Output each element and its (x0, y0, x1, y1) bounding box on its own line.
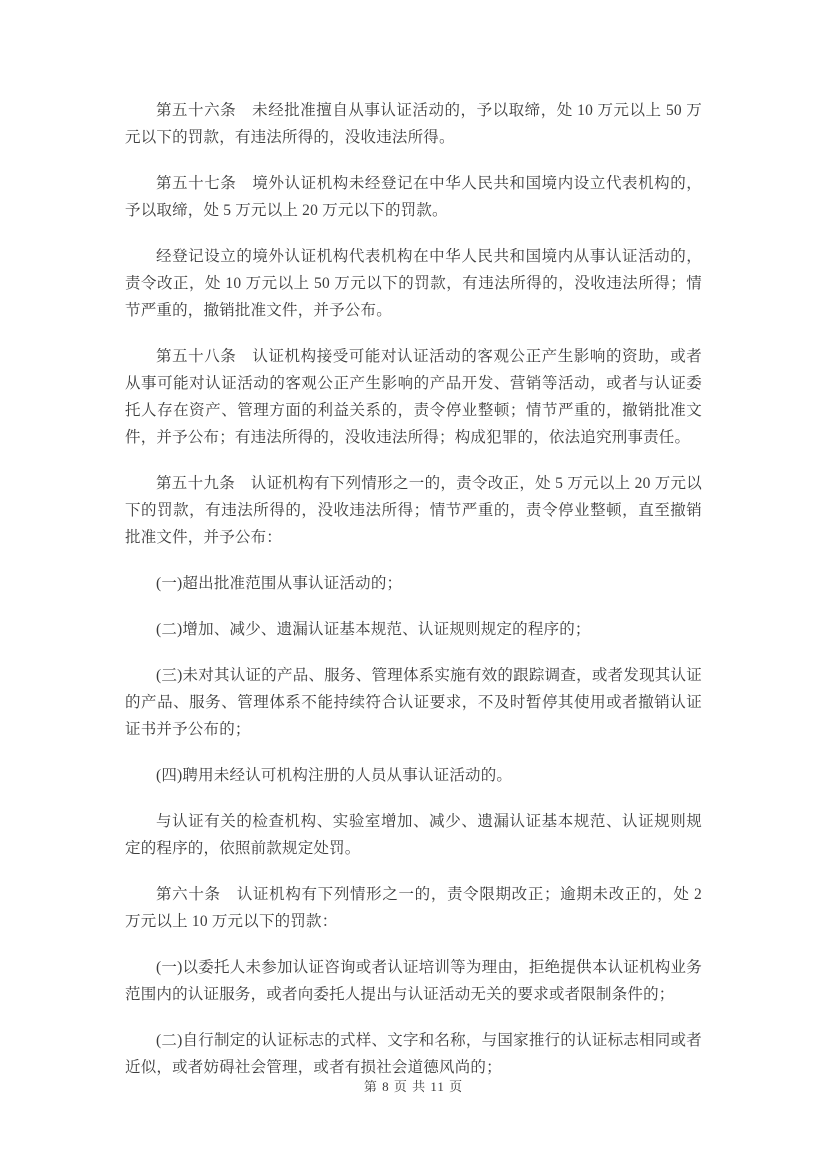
paragraph-article: 第五十八条 认证机构接受可能对认证活动的客观公正产生影响的资助，或者从事可能对认证活动的客观公正产生影响的产品开发、营销等活动，或者与认证委托人存在资产、管理方面的利益关系的，责令停业整顿；情节严重的，撤销批准文件，并予公布；有违法所得的，没收违法所得；构成犯罪的，依法追究刑事责任。 (125, 348, 702, 446)
document-body (125, 97, 702, 1100)
paragraph-article: 第五十六条 未经批准擅自从事认证活动的，予以取缔，处 10 万元以上 50 万元以下的罚款，有违法所得的，没收违法所得。 (125, 102, 702, 146)
paragraph-item: (一)以委托人未参加认证咨询或者认证培训等为理由，拒绝提供本认证机构业务范围内的认证服务，或者向委托人提出与认证活动无关的要求或者限制条件的； (125, 959, 702, 1003)
paragraph-item: (四)聘用未经认可机构注册的人员从事认证活动的。 (156, 767, 513, 784)
paragraph-item: (一)超出批准范围从事认证活动的； (156, 575, 403, 592)
paragraph-item: (三)未对其认证的产品、服务、管理体系实施有效的跟踪调查，或者发现其认证的产品、服务、管理体系不能持续符合认证要求，不及时暂停其使用或者撤销认证证书并予公布的； (125, 667, 702, 738)
paragraph-paragraph: 与认证有关的检查机构、实验室增加、减少、遗漏认证基本规范、认证规则规定的程序的，依照前款规定处罚。 (125, 813, 702, 857)
paragraph-item: (二)自行制定的认证标志的式样、文字和名称，与国家推行的认证标志相同或者近似，或者妨碍社会管理，或者有损社会道德风尚的； (125, 1032, 702, 1076)
paragraph-article: 第五十九条 认证机构有下列情形之一的，责令改正，处 5 万元以上 20 万元以下的罚款，有违法所得的，没收违法所得；情节严重的，责令停业整顿，直至撤销批准文件，并予公布： (125, 475, 702, 546)
page-number-footer: 第 8 页 共 11 页 (363, 1079, 464, 1094)
paragraph-paragraph: 经登记设立的境外认证机构代表机构在中华人民共和国境内从事认证活动的，责令改正，处 10 万元以上 50 万元以下的罚款，有违法所得的，没收违法所得；情节严重的，撤销批准文件，并予公布。 (125, 248, 702, 319)
paragraph-article: 第六十条 认证机构有下列情形之一的，责令限期改正；逾期未改正的，处 2 万元以上 10 万元以下的罚款： (125, 886, 702, 930)
paragraph-item: (二)增加、减少、遗漏认证基本规范、认证规则规定的程序的； (156, 621, 591, 638)
paragraph-article: 第五十七条 境外认证机构未经登记在中华人民共和国境内设立代表机构的，予以取缔，处 5 万元以上 20 万元以下的罚款。 (125, 175, 702, 219)
